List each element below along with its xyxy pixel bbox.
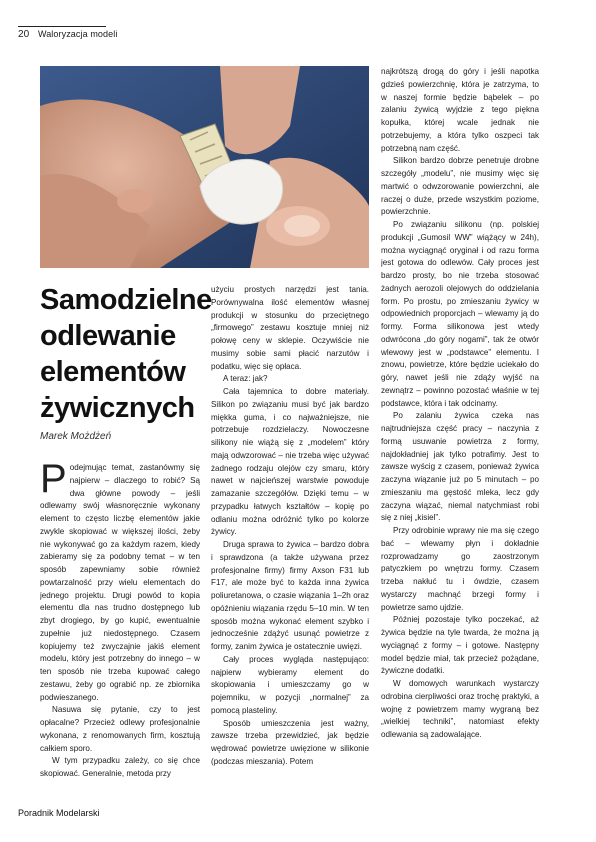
paragraph: Cała tajemnica to dobre materiały. Silikon po związaniu musi być jak bardzo miękka guma, i co najważniejsze, nie potrzebuje rozdzielaczy. Nowoczesne silikony nie wiążą się z „modelem” który mają odwzorować – nie trzeba więc używać żadnego rodzaju olejów czy smaru, który nawet w najcieńszej warstwie powoduje zamazanie szczegółów. Dzięki temu – w przypadku łatwych kształtów – kopię po odlaniu można odróżnić tylko po kolorze żywicy. <box>211 387 369 537</box>
section-title: Waloryzacja modeli <box>37 29 118 39</box>
paragraph: użyciu prostych narzędzi jest tania. Porównywalna ilość elementów własnej produkcji w stosunku do przeciętnego „firmowego” zestawu kosztuje mniej niż połowę ceny w sklepie. Oczywiście nie musimy sobie sami płacić narzutów i podatku, więc się opłaca. <box>211 285 369 371</box>
paragraph: Cały proces wygląda następująco: najpierw wybieramy element do skopiowania i umieszczamy go w pojemniku, w pozycji „normalnej” za pomocą plasteliny. <box>211 654 369 715</box>
paragraph: Silikon bardzo dobrze penetruje drobne szczegóły „modelu”, nie musimy więc się martwić o odwzorowanie powierzchni, ale raczej o duże, przede wszystkim poziome, powierzchnie. <box>381 156 539 217</box>
drop-cap: P <box>40 462 67 501</box>
paragraph: Przy odrobinie wprawy nie ma się czego bać – wlewamy płyn i dokładnie rozprowadzamy go zaostrzonym patyczkiem po wnętrzu formy. Czasem trzeba nakłuć tu i ówdzie, czasem wystarczy machnąć brzegi formy i powietrze samo ujdzie. <box>381 526 539 612</box>
paragraph: Sposób umieszczenia jest ważny, zawsze trzeba przewidzieć, jak będzie wędrować powietrze uwięzione w silikonie (podczas mieszania). Potem <box>211 718 369 766</box>
paragraph: Później pozostaje tylko poczekać, aż żywica będzie na tyle twarda, że można ją wyciągnąć z formy – i gotowe. Następny model będzie miał, tak przecież pożądane, żywiczne dodatki. <box>381 615 539 676</box>
page-number: 20 <box>18 29 30 40</box>
text-column-1 <box>40 462 200 792</box>
subheading-paragraph: A teraz: jak? <box>223 374 268 384</box>
paragraph: W tym przypadku zależy, co się chce skopiować. Generalnie, metoda przy <box>40 756 200 778</box>
photo-illustration <box>40 66 369 268</box>
paragraph: Podejmując temat, zastanówmy się najpierw – dlaczego to robić? Są dwa główne powody – jeśli odlewamy swój własnoręcznie wykonany element to często liczbę elementów jakie zwykle skopiować w większej ilości, żeby nie wykonywać go za każdym razem, kiedy zabieramy się za podobny temat – w ten sposób zapewniamy sobie również powtarzalność przy wielu elementach do jednego projektu. Drugi powód to kopia elementu dla nas trudno dostępnego lub zbyt drogiego, by go kupić, ewentualnie zupełnie już niedostępnego. Czasem kopiujemy też zwyczajnie jakiś element modelu, który jest potrzebny do innego – w ten sposób nie trzeba kupować całego zestawu, żeby go ograbić np. ze zbiornika podwieszanego. <box>40 462 200 702</box>
paragraph: najkrótszą drogą do góry i jeśli napotka gdzieś powierzchnię, która je zatrzyma, to w naszej formie będzie bąbelek – po zalaniu żywicą wyjdzie z tego piękna kopułka, której wcale jednak nie potrzebujemy, a która tylko oszpeci tak potrzebną nam część. <box>381 67 539 153</box>
text-column-3 <box>381 66 539 792</box>
paragraph: W domowych warunkach wystarczy odrobina cierpliwości oraz trochę praktyki, a wojnę z powietrzem mamy wygraną bez „wielkiej techniki”, natomiast efekty odlewania są zadowalające. <box>381 679 539 739</box>
article-author: Marek Możdżeń <box>40 431 112 442</box>
header-rule <box>18 26 106 27</box>
paragraph: Po związaniu silikonu (np. polskiej produkcji „Gumosil WW” wiążący w 24h), można wyciągnąć oryginał i od razu forma jest gotowa do odlewów. Cały proces jest bardzo prosty, bo nie trzeba stosować żadnych aerozoli olejowych do oddzielania form. Po prostu, po zmieszaniu żywicy w odpowiednich proporcjach – wlewamy ją do formy. Forma silikonowa jest wtedy odwrócona „do góry nogami”, tak że otwór wlewowy jest w „podstawce” elementu. I znowu, powietrze, które będzie uciekało do góry, nawet jeśli nie zdąży wyjść na zewnątrz – powinno pozostać właśnie w tej podstawce, która i tak odcinamy. <box>381 220 539 408</box>
paragraph: Nasuwa się pytanie, czy to jest opłacalne? Przecież odlewy profesjonalnie wykonana, z renomowanych firm, kosztują całkiem sporo. <box>40 705 200 753</box>
paragraph: Po zalaniu żywica czeka nas najtrudniejsza część pracy – naczynia z formą usuwanie powietrza z formy, najdokładniej jak tylko potrafimy. Jest to zawsze wyścig z czasem, ponieważ żywica zaczyna wiązanie już po 5 minutach – po zmieszaniu ma gęstość mleka, lecz gdy zaczyna wiązać, niemal natychmiast robi się z niej „kisiel”. <box>381 411 539 523</box>
paragraph: Druga sprawa to żywica – bardzo dobra i sprawdzona (a także używana przez profesjonalne firmy) firmy Axson F31 lub F17, ale może być to każda inna żywica poliuretanowa, o czasie wiązania 1–2h oraz opóźnieniu wiązania rzędu 5–10 min. W ten sposób można wykonać element szybko i jednocześnie zdążyć usunąć powietrze z formy, zanim żywica je ostatecznie uwięzi. <box>211 540 369 651</box>
footer-publication: Poradnik Modelarski <box>18 808 100 818</box>
article-title: Samodzielne odlewanie elementów żywicznych <box>40 284 212 424</box>
article-photo <box>40 66 369 268</box>
text-column-2 <box>211 284 369 792</box>
running-header <box>18 29 117 40</box>
